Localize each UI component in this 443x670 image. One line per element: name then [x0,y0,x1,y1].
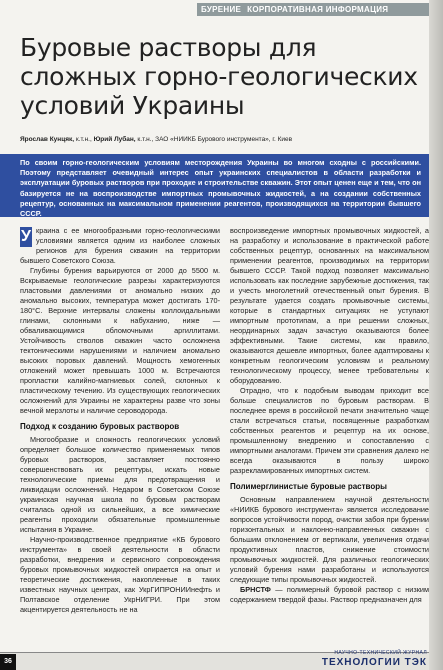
paragraph: Глубины бурения варьируются от 2000 до 5500 м. Вскрываемые геологические разрезы характеризуются пластовыми давлениями от аномально низких до аномально высоких, температура может достигать 170-180°С. Верхние интервалы сложены коллоидальными глинами, склонными к набуханию, ниже — обваливающимися обломочными аргиллитами. Устойчивость стволов скважин часто осложнена тектоническими нарушениями и наличием аномально высоких поровых давлений. Мощность хемогенных отложений может превышать 1000 м. Встречаются пропластки калийно-магниевых солей, склонных к пластическому течению. Из существующих геологических осложнений для Украины не характерны разве что зоны вечной мерзлоты и наличие сероводорода. [20,266,220,415]
paragraph: Отрадно, что к подобным выводам приходит все больше специалистов по буровым растворам. В последнее время в российской печати значительно чаще стали встречаться статьи, посвященные разработкам собственных реагентов и рецептур на их основе, промышленному внедрению и сопоставлению с импортными аналогами. Причем эти сравнения далеко не всегда оказываются в пользу широко разрекламированных импортных систем. [230,386,429,475]
journal-subtitle: НАУЧНО-ТЕХНИЧЕСКИЙ ЖУРНАЛ [334,650,427,656]
page-spine-shadow [429,0,443,670]
section-label-drilling: БУРЕНИЕ [201,5,242,14]
paragraph-text: — полимерный буровой раствор с низким содержанием твердой фазы. Раствор предназначен для [230,585,429,604]
section-label-corporate: КОРПОРАТИВНАЯ ИНФОРМАЦИЯ [247,5,389,14]
journal-name [315,650,427,668]
paragraph: Многообразие и сложность геологических условий определяет большое количество применяемых типов буровых растворов, заставляет постоянно совершенствовать их рецептуры, искать новые технологические приемы для предотвращения и ликвидации осложнений. Недаром в Советском Союзе украинская научная школа по буровым растворам считалась одной из сильнейших, а все химические реагенты проходили обязательные промышленные испытания в Украине. [20,435,220,534]
affiliation: ЗАО «НИИКБ Бурового инструмента», г. Киев [155,136,293,143]
section-header [197,3,429,16]
right-column [230,226,429,605]
dropcap: У [21,228,31,245]
page-number: 36 [0,654,16,670]
author-2-degree: к.т.н., [137,136,154,143]
paragraph: воспроизведение импортных промывочных жидкостей, а на разработку и использование в практической работе собственных рецептур, основанных на максимальном применении реагентов, производимых на территории бывшего СССР. Такой подход позволяет максимально использовать как последние зарубежные достижения, так и учесть многолетний отечественный опыт бурения. В результате удается создать промывочные системы, которые в стандартных ситуациях не уступают импортным прототипам, а при решении сложных, неординарных задач зачастую оказываются более эффективными. Такие системы, как правило, оказываются дешевле импортных, более адаптированы к конкретным геологическим условиям и реальному технологическому процессу, менее требовательны к оборудованию. [230,226,429,385]
author-1-name: Ярослав Кунцяк, [20,136,75,143]
term-brnstf: БРНСТФ [240,585,271,594]
author-2-name: Юрий Лубан, [93,136,136,143]
paragraph: Основным направлением научной деятельности «НИИКБ бурового инструмента» является исследование вопросов устойчивости пород, очистки забоя при бурении горизонтальных и наклонно-направленных скважин с большим отклонением от вертикали, увеличения отдачи продуктивных пластов, снижение стоимости промывочных жидкостей. Для различных геологических условий бурения нами разработаны и используются следующие типы промывочных жидкостей. [230,495,429,584]
journal-title: ТЕХНОЛОГИИ ТЭК [321,657,427,668]
paragraph: Научно-производственное предприятие «КБ бурового инструмента» в своей деятельности в области разработки, внедрения и сервисного сопровождения буровых промывочных жидкостей опирается на опыт и теоретические достижения, накопленные в таких известных научных центрах, как УкрГИПРОНИИнефть и Полтавское отделение УкрНИГРИ. При этом акцентируется деятельность не на [20,535,220,614]
subheading: Подход к созданию буровых растворов [20,422,180,431]
byline [20,136,420,143]
subheading: Полимерглинистые буровые растворы [230,482,387,491]
paragraph-text: краина с ее многообразными горно-геологическими условиями является одним из наиболее сложных регионов для бурения скважин на территории бывшего Советского Союза. [20,226,220,265]
left-column [20,226,220,615]
article-title: Буровые растворы для сложных горно-геологических условий Украины [20,33,418,120]
paragraph [20,226,220,266]
lead-paragraph: По своим горно-геологическим условиям месторождения Украины во многом сходны с российскими. Поэтому представляет очевидный интерес опыт украинских специалистов в области разработки и эксплуатации буровых растворов при проходке и строительстве скважин. Этот опыт ценен еще и тем, что он базируется не на воспроизводстве импортных промывочных жидкостей, а на создании собственных рецептур, основанных на максимальном применении реагентов, производящихся на территории бывшего СССР. [0,154,429,217]
author-1-degree: к.т.н., [75,136,92,143]
paragraph [230,585,429,605]
